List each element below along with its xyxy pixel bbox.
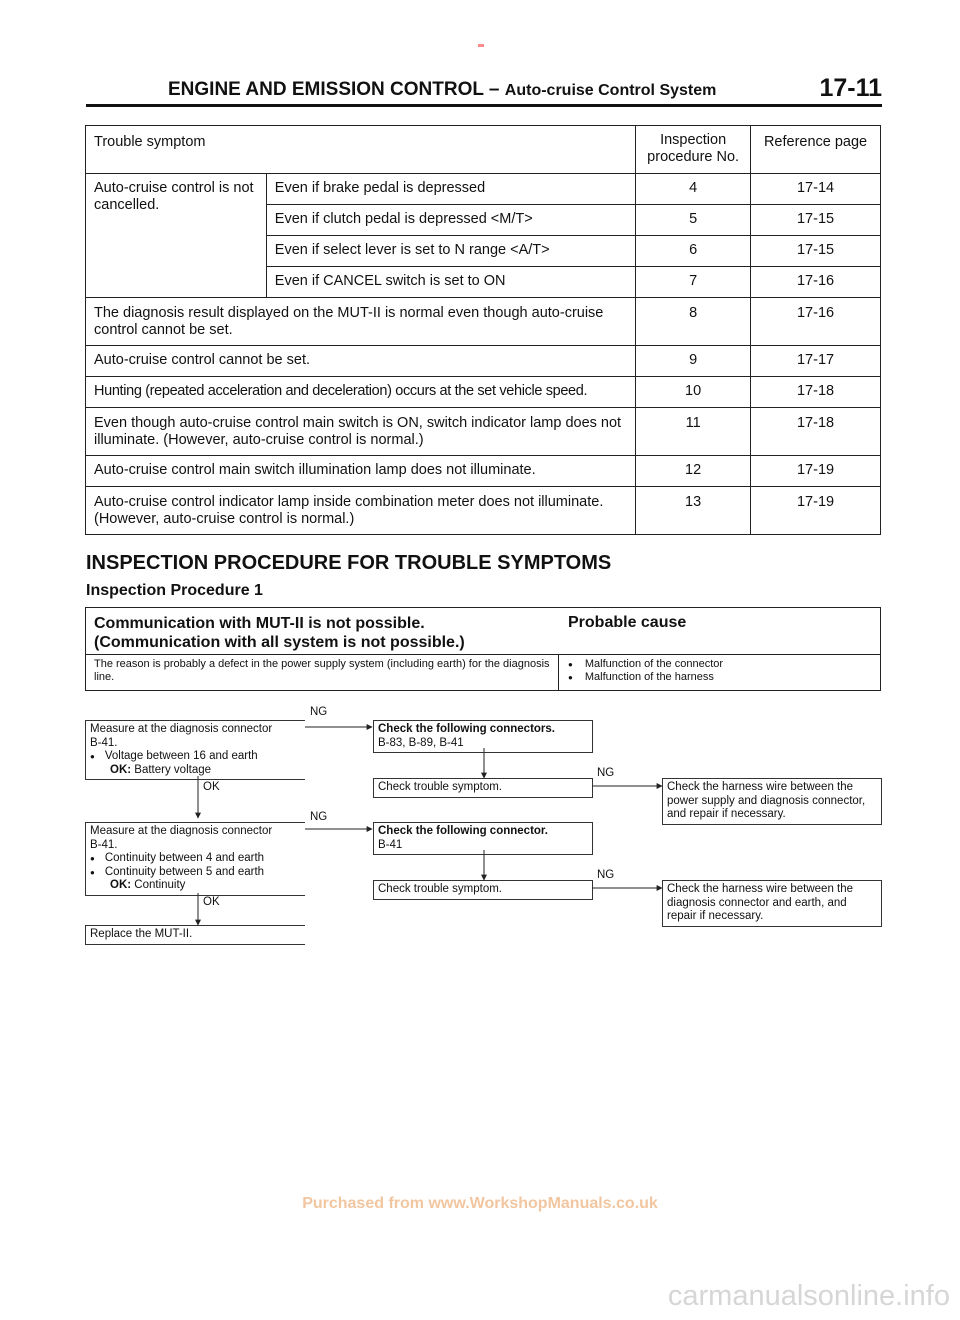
reason-text: The reason is probably a defect in the power supply system (including earth) for the diagnosis line. <box>94 658 550 683</box>
header-reference-page: Reference page <box>751 126 881 174</box>
reference-page-cell: 17-16 <box>751 267 881 298</box>
procedure-no-cell: 8 <box>636 298 751 346</box>
step1-bullets <box>90 750 301 764</box>
ng-label-trouble1: NG <box>597 767 615 779</box>
trouble-check-2 <box>373 880 593 900</box>
conn2-items: B-41 <box>378 838 403 851</box>
reference-page-cell: 17-17 <box>751 346 881 377</box>
ok-label-step2: OK <box>203 896 220 908</box>
reference-page-cell: 17-19 <box>751 487 881 535</box>
harness1-text: Check the harness wire between the power supply and diagnosis connector, and repair if necessary. <box>667 781 866 820</box>
conn2-title: Check the following connector. <box>378 825 548 837</box>
step2-bullet: ● Continuity between 5 and earth <box>90 866 301 880</box>
ok-label-step1: OK <box>203 781 220 793</box>
step1-box <box>85 720 305 780</box>
symptom-cell: Auto-cruise control cannot be set. <box>86 346 636 377</box>
harness-check-1 <box>662 778 882 825</box>
reference-page-cell: 17-18 <box>751 377 881 408</box>
procedure-no-cell: 4 <box>636 174 751 205</box>
replace-box <box>85 925 305 945</box>
connector-check-1 <box>373 720 593 753</box>
procedure-no-cell: 11 <box>636 408 751 456</box>
procedure-no-cell: 10 <box>636 377 751 408</box>
site-watermark: carmanualsonline.info <box>667 1280 950 1312</box>
harness-check-2 <box>662 880 882 927</box>
step2-line1: Measure at the diagnosis connector <box>90 825 273 837</box>
reference-page-cell: 17-14 <box>751 174 881 205</box>
reference-page-cell: 17-15 <box>751 205 881 236</box>
symptom-cell: Auto-cruise control main switch illumination lamp does not illuminate. <box>86 456 636 487</box>
step1-ok <box>90 764 301 778</box>
procedure-no-cell: 9 <box>636 346 751 377</box>
step2-bullet: ● Continuity between 4 and earth <box>90 852 301 866</box>
harness2-text: Check the harness wire between the diagnosis connector and earth, and repair if necessary. <box>667 883 854 922</box>
procedure-no-cell: 13 <box>636 487 751 535</box>
step1-line2: B-41. <box>90 736 118 749</box>
connector-check-2 <box>373 822 593 855</box>
communication-statement: Communication with MUT-II is not possible. (Communication with all system is not possible.) <box>94 615 465 651</box>
step2-box <box>85 822 305 896</box>
trouble2-text: Check trouble symptom. <box>378 883 502 895</box>
probable-cause-label: Probable cause <box>568 614 687 631</box>
step2-line2: B-41. <box>90 838 118 851</box>
watermark: Purchased from www.WorkshopManuals.co.uk <box>302 1195 658 1212</box>
symptom-cell: The diagnosis result displayed on the MUT-II is normal even though auto-cruise control cannot be set. <box>86 298 636 346</box>
ok-label: OK: <box>110 763 132 776</box>
step2-bullets <box>90 852 301 879</box>
ng-label-step1: NG <box>310 706 328 718</box>
cause-item: ● Malfunction of the harness <box>568 671 723 684</box>
step1-line1: Measure at the diagnosis connector <box>90 723 273 735</box>
group-label: Auto-cruise control is not cancelled. <box>86 174 267 298</box>
header-procedure-no: Inspection procedure No. <box>636 126 751 174</box>
conn1-title: Check the following connectors. <box>378 723 555 735</box>
procedure-no-cell: 12 <box>636 456 751 487</box>
symptom-cell: Auto-cruise control indicator lamp inside combination meter does not illuminate. (However, auto-cruise control is normal.) <box>86 487 636 535</box>
trouble-check-1 <box>373 778 593 798</box>
condition-cell: Even if select lever is set to N range <A/T> <box>266 236 635 267</box>
procedure-no-cell: 6 <box>636 236 751 267</box>
reference-page-cell: 17-19 <box>751 456 881 487</box>
ng-label-trouble2: NG <box>597 869 615 881</box>
conn1-items: B-83, B-89, B-41 <box>378 736 464 749</box>
header-title: ENGINE AND EMISSION CONTROL <box>168 79 484 100</box>
procedure-title: Inspection Procedure 1 <box>86 582 263 599</box>
step1-ok-value: Battery voltage <box>134 763 212 776</box>
reference-page-cell: 17-18 <box>751 408 881 456</box>
cause-item: ● Malfunction of the connector <box>568 658 723 671</box>
ng-label-step2: NG <box>310 811 328 823</box>
condition-cell: Even if CANCEL switch is set to ON <box>266 267 635 298</box>
step2-ok-value: Continuity <box>134 879 186 891</box>
step2-ok <box>90 879 301 893</box>
header-subtitle: Auto-cruise Control System <box>504 82 717 99</box>
symptom-cell: Even though auto-cruise control main switch is ON, switch indicator lamp does not illuminate. (However, auto-cruise control is normal.) <box>86 408 636 456</box>
header-trouble-symptom: Trouble symptom <box>86 126 636 174</box>
step1-bullet: ● Voltage between 16 and earth <box>90 750 301 764</box>
reference-page-cell: 17-15 <box>751 236 881 267</box>
procedure-no-cell: 7 <box>636 267 751 298</box>
replace-text: Replace the MUT-II. <box>90 928 193 940</box>
header-separator: – <box>488 79 500 100</box>
trouble1-text: Check trouble symptom. <box>378 781 502 793</box>
procedure-no-cell: 5 <box>636 205 751 236</box>
condition-cell: Even if clutch pedal is depressed <M/T> <box>266 205 635 236</box>
page-number: 17-11 <box>819 74 882 102</box>
condition-cell: Even if brake pedal is depressed <box>266 174 635 205</box>
ok-label: OK: <box>110 879 132 891</box>
reference-page-cell: 17-16 <box>751 298 881 346</box>
symptom-cell: Hunting (repeated acceleration and deceleration) occurs at the set vehicle speed. <box>86 377 636 408</box>
section-title: INSPECTION PROCEDURE FOR TROUBLE SYMPTOMS <box>86 552 612 574</box>
